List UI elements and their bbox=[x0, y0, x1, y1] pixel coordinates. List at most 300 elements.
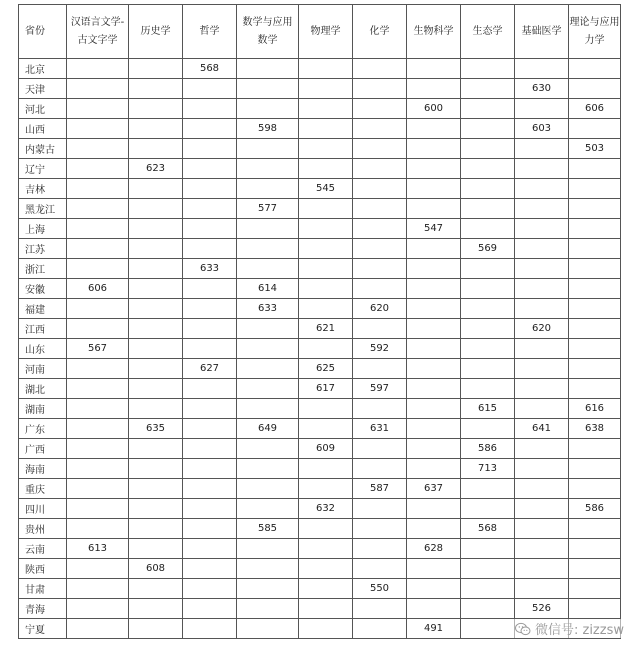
score-cell bbox=[183, 599, 237, 619]
score-cell bbox=[569, 239, 621, 259]
score-cell bbox=[129, 179, 183, 199]
score-cell bbox=[129, 479, 183, 499]
province-cell: 山东 bbox=[19, 339, 67, 359]
score-cell bbox=[569, 519, 621, 539]
score-cell bbox=[299, 59, 353, 79]
score-cell bbox=[461, 79, 515, 99]
score-table-container bbox=[18, 4, 620, 639]
score-cell bbox=[237, 219, 299, 239]
score-cell bbox=[515, 299, 569, 319]
score-cell: 609 bbox=[299, 439, 353, 459]
score-cell bbox=[461, 159, 515, 179]
table-row bbox=[19, 139, 621, 159]
province-cell: 上海 bbox=[19, 219, 67, 239]
score-cell: 491 bbox=[407, 619, 461, 639]
score-cell bbox=[183, 579, 237, 599]
score-cell bbox=[67, 299, 129, 319]
score-cell bbox=[353, 399, 407, 419]
score-cell bbox=[407, 159, 461, 179]
score-cell bbox=[67, 199, 129, 219]
table-row bbox=[19, 99, 621, 119]
score-cell bbox=[183, 539, 237, 559]
score-cell bbox=[461, 579, 515, 599]
score-cell: 569 bbox=[461, 239, 515, 259]
score-cell bbox=[237, 259, 299, 279]
score-cell: 587 bbox=[353, 479, 407, 499]
score-cell bbox=[569, 599, 621, 619]
score-cell bbox=[67, 619, 129, 639]
score-cell bbox=[407, 179, 461, 199]
score-cell bbox=[353, 179, 407, 199]
score-cell bbox=[407, 279, 461, 299]
score-cell bbox=[183, 499, 237, 519]
score-cell bbox=[569, 539, 621, 559]
score-cell bbox=[461, 479, 515, 499]
score-cell bbox=[353, 159, 407, 179]
province-cell: 湖北 bbox=[19, 379, 67, 399]
score-cell bbox=[353, 139, 407, 159]
province-cell: 福建 bbox=[19, 299, 67, 319]
score-cell bbox=[299, 339, 353, 359]
table-row bbox=[19, 359, 621, 379]
score-cell bbox=[299, 299, 353, 319]
table-row bbox=[19, 179, 621, 199]
score-cell bbox=[67, 239, 129, 259]
province-cell: 河北 bbox=[19, 99, 67, 119]
province-cell: 广东 bbox=[19, 419, 67, 439]
score-cell bbox=[183, 139, 237, 159]
score-cell bbox=[129, 539, 183, 559]
score-cell bbox=[515, 459, 569, 479]
score-cell bbox=[67, 399, 129, 419]
score-cell bbox=[67, 259, 129, 279]
score-cell bbox=[407, 139, 461, 159]
score-cell bbox=[353, 79, 407, 99]
score-cell bbox=[237, 539, 299, 559]
score-cell bbox=[461, 139, 515, 159]
table-row bbox=[19, 159, 621, 179]
score-cell: 623 bbox=[129, 159, 183, 179]
score-cell bbox=[129, 219, 183, 239]
score-cell bbox=[407, 339, 461, 359]
score-cell bbox=[515, 499, 569, 519]
score-cell bbox=[237, 239, 299, 259]
score-cell: 620 bbox=[515, 319, 569, 339]
score-cell bbox=[129, 59, 183, 79]
score-cell bbox=[515, 339, 569, 359]
score-cell bbox=[407, 359, 461, 379]
table-row bbox=[19, 279, 621, 299]
header-subject bbox=[353, 5, 407, 59]
score-cell bbox=[183, 79, 237, 99]
score-cell bbox=[407, 239, 461, 259]
province-cell: 贵州 bbox=[19, 519, 67, 539]
score-cell bbox=[67, 519, 129, 539]
table-row bbox=[19, 399, 621, 419]
table-row bbox=[19, 219, 621, 239]
header-subject-line2: 力学 bbox=[584, 34, 605, 46]
score-cell bbox=[569, 159, 621, 179]
score-cell bbox=[237, 139, 299, 159]
score-cell bbox=[407, 299, 461, 319]
score-cell: 586 bbox=[461, 439, 515, 459]
score-cell bbox=[237, 599, 299, 619]
province-cell: 湖南 bbox=[19, 399, 67, 419]
score-cell bbox=[129, 399, 183, 419]
score-cell bbox=[569, 439, 621, 459]
score-cell bbox=[515, 139, 569, 159]
score-cell: 637 bbox=[407, 479, 461, 499]
score-cell bbox=[183, 159, 237, 179]
score-cell bbox=[461, 59, 515, 79]
score-cell bbox=[129, 339, 183, 359]
score-cell bbox=[67, 439, 129, 459]
score-cell bbox=[461, 539, 515, 559]
score-cell bbox=[183, 279, 237, 299]
score-cell bbox=[515, 559, 569, 579]
score-cell bbox=[353, 99, 407, 119]
table-row bbox=[19, 519, 621, 539]
score-cell bbox=[67, 99, 129, 119]
score-cell bbox=[237, 499, 299, 519]
score-cell bbox=[353, 499, 407, 519]
score-cell bbox=[353, 619, 407, 639]
score-cell bbox=[67, 359, 129, 379]
province-cell: 广西 bbox=[19, 439, 67, 459]
score-cell bbox=[299, 459, 353, 479]
header-subject-line1: 数学与应用 bbox=[242, 16, 293, 28]
header-subject-line1: 历史学 bbox=[140, 25, 171, 37]
score-cell bbox=[569, 79, 621, 99]
score-cell bbox=[353, 199, 407, 219]
score-cell: 606 bbox=[67, 279, 129, 299]
table-row bbox=[19, 499, 621, 519]
score-cell bbox=[569, 339, 621, 359]
score-cell: 620 bbox=[353, 299, 407, 319]
score-cell bbox=[569, 279, 621, 299]
score-cell bbox=[237, 79, 299, 99]
header-subject-line2: 数学 bbox=[257, 34, 278, 46]
province-cell: 河南 bbox=[19, 359, 67, 379]
score-cell bbox=[515, 379, 569, 399]
score-cell bbox=[129, 619, 183, 639]
score-cell bbox=[569, 259, 621, 279]
score-cell: 632 bbox=[299, 499, 353, 519]
score-cell bbox=[569, 199, 621, 219]
header-subject-line1: 生态学 bbox=[472, 25, 503, 37]
header-subject bbox=[299, 5, 353, 59]
score-cell bbox=[129, 459, 183, 479]
score-cell bbox=[569, 59, 621, 79]
score-cell bbox=[299, 219, 353, 239]
score-cell bbox=[407, 499, 461, 519]
score-cell bbox=[461, 299, 515, 319]
score-cell bbox=[461, 319, 515, 339]
header-subject bbox=[237, 5, 299, 59]
score-cell bbox=[237, 399, 299, 419]
score-cell bbox=[461, 339, 515, 359]
score-cell bbox=[407, 79, 461, 99]
score-cell bbox=[299, 479, 353, 499]
score-cell bbox=[515, 159, 569, 179]
score-cell bbox=[515, 219, 569, 239]
score-cell bbox=[183, 239, 237, 259]
score-cell bbox=[461, 99, 515, 119]
score-cell bbox=[299, 279, 353, 299]
header-subject bbox=[183, 5, 237, 59]
province-cell: 甘肃 bbox=[19, 579, 67, 599]
score-cell: 585 bbox=[237, 519, 299, 539]
score-cell bbox=[461, 559, 515, 579]
score-cell: 592 bbox=[353, 339, 407, 359]
table-row bbox=[19, 319, 621, 339]
score-cell bbox=[353, 519, 407, 539]
score-cell bbox=[569, 559, 621, 579]
score-cell bbox=[299, 559, 353, 579]
score-cell bbox=[299, 399, 353, 419]
score-cell bbox=[129, 99, 183, 119]
score-cell bbox=[237, 459, 299, 479]
score-cell bbox=[461, 179, 515, 199]
province-cell: 海南 bbox=[19, 459, 67, 479]
score-cell: 586 bbox=[569, 499, 621, 519]
score-cell bbox=[299, 419, 353, 439]
header-subject-line1: 汉语言文学- bbox=[70, 16, 125, 28]
score-cell: 628 bbox=[407, 539, 461, 559]
province-cell: 陕西 bbox=[19, 559, 67, 579]
score-cell bbox=[67, 599, 129, 619]
table-row bbox=[19, 419, 621, 439]
score-cell bbox=[353, 279, 407, 299]
score-cell bbox=[183, 299, 237, 319]
table-row bbox=[19, 299, 621, 319]
score-cell bbox=[353, 559, 407, 579]
score-cell bbox=[353, 459, 407, 479]
score-cell bbox=[407, 199, 461, 219]
score-cell bbox=[183, 319, 237, 339]
score-cell bbox=[67, 179, 129, 199]
score-cell bbox=[515, 399, 569, 419]
score-cell bbox=[353, 539, 407, 559]
score-cell bbox=[299, 199, 353, 219]
score-cell bbox=[569, 299, 621, 319]
table-row bbox=[19, 199, 621, 219]
table-row bbox=[19, 579, 621, 599]
table-row bbox=[19, 479, 621, 499]
score-cell bbox=[183, 439, 237, 459]
score-cell bbox=[515, 99, 569, 119]
province-cell: 内蒙古 bbox=[19, 139, 67, 159]
score-cell bbox=[461, 379, 515, 399]
score-cell bbox=[407, 59, 461, 79]
score-cell bbox=[237, 159, 299, 179]
score-cell bbox=[67, 119, 129, 139]
province-cell: 天津 bbox=[19, 79, 67, 99]
score-cell bbox=[569, 219, 621, 239]
score-cell bbox=[67, 219, 129, 239]
score-cell bbox=[67, 79, 129, 99]
wechat-icon bbox=[515, 622, 531, 636]
score-cell bbox=[67, 559, 129, 579]
score-cell bbox=[183, 99, 237, 119]
province-cell: 浙江 bbox=[19, 259, 67, 279]
score-cell: 630 bbox=[515, 79, 569, 99]
score-cell bbox=[299, 259, 353, 279]
score-cell bbox=[353, 259, 407, 279]
score-cell bbox=[515, 519, 569, 539]
score-cell bbox=[237, 99, 299, 119]
score-cell: 713 bbox=[461, 459, 515, 479]
score-cell bbox=[67, 139, 129, 159]
score-cell bbox=[461, 619, 515, 639]
score-cell bbox=[129, 139, 183, 159]
header-subject-line1: 生物科学 bbox=[413, 25, 454, 37]
header-subject-line1: 物理学 bbox=[310, 25, 341, 37]
score-cell bbox=[237, 359, 299, 379]
score-cell bbox=[183, 399, 237, 419]
score-cell bbox=[129, 239, 183, 259]
score-cell: 633 bbox=[237, 299, 299, 319]
score-cell bbox=[461, 119, 515, 139]
score-cell bbox=[183, 619, 237, 639]
score-cell bbox=[129, 499, 183, 519]
score-cell bbox=[183, 459, 237, 479]
table-row bbox=[19, 379, 621, 399]
score-cell bbox=[183, 519, 237, 539]
score-cell bbox=[353, 599, 407, 619]
score-cell bbox=[299, 239, 353, 259]
province-cell: 四川 bbox=[19, 499, 67, 519]
score-cell bbox=[129, 579, 183, 599]
score-cell bbox=[299, 79, 353, 99]
score-cell bbox=[129, 519, 183, 539]
province-cell: 吉林 bbox=[19, 179, 67, 199]
score-cell bbox=[353, 59, 407, 79]
score-cell bbox=[183, 419, 237, 439]
score-cell bbox=[569, 459, 621, 479]
header-subject bbox=[67, 5, 129, 59]
header-subject bbox=[515, 5, 569, 59]
table-row bbox=[19, 439, 621, 459]
score-cell bbox=[129, 79, 183, 99]
score-cell bbox=[299, 159, 353, 179]
score-cell: 615 bbox=[461, 399, 515, 419]
score-cell: 633 bbox=[183, 259, 237, 279]
table-row bbox=[19, 119, 621, 139]
score-cell bbox=[129, 279, 183, 299]
header-subject-line1: 化学 bbox=[369, 25, 390, 37]
province-cell: 江西 bbox=[19, 319, 67, 339]
score-cell bbox=[183, 179, 237, 199]
score-cell bbox=[67, 459, 129, 479]
score-cell bbox=[67, 159, 129, 179]
score-cell bbox=[569, 579, 621, 599]
score-cell bbox=[353, 359, 407, 379]
score-cell: 568 bbox=[461, 519, 515, 539]
table-body bbox=[19, 59, 621, 639]
score-cell bbox=[353, 219, 407, 239]
score-cell bbox=[67, 59, 129, 79]
table-row bbox=[19, 539, 621, 559]
header-subject-line1: 基础医学 bbox=[521, 25, 562, 37]
table-row bbox=[19, 239, 621, 259]
score-cell bbox=[237, 379, 299, 399]
score-cell: 613 bbox=[67, 539, 129, 559]
score-cell bbox=[515, 239, 569, 259]
score-cell bbox=[67, 499, 129, 519]
score-cell: 631 bbox=[353, 419, 407, 439]
province-cell: 北京 bbox=[19, 59, 67, 79]
score-cell bbox=[407, 439, 461, 459]
score-cell bbox=[407, 119, 461, 139]
score-cell bbox=[461, 259, 515, 279]
score-cell bbox=[569, 359, 621, 379]
score-cell bbox=[461, 499, 515, 519]
score-cell: 577 bbox=[237, 199, 299, 219]
province-cell: 宁夏 bbox=[19, 619, 67, 639]
score-cell bbox=[183, 479, 237, 499]
table-row bbox=[19, 559, 621, 579]
table-row bbox=[19, 59, 621, 79]
table-row bbox=[19, 599, 621, 619]
score-cell bbox=[129, 299, 183, 319]
score-cell bbox=[183, 339, 237, 359]
score-cell bbox=[129, 439, 183, 459]
score-cell bbox=[67, 379, 129, 399]
header-subject-line2: 古文字学 bbox=[77, 34, 118, 46]
province-cell: 云南 bbox=[19, 539, 67, 559]
score-cell bbox=[237, 479, 299, 499]
watermark-text: 微信号: zizzsw bbox=[534, 623, 624, 638]
score-cell bbox=[515, 359, 569, 379]
score-cell bbox=[129, 259, 183, 279]
score-cell bbox=[407, 459, 461, 479]
score-cell bbox=[407, 399, 461, 419]
score-cell bbox=[237, 559, 299, 579]
score-cell: 621 bbox=[299, 319, 353, 339]
score-cell bbox=[237, 579, 299, 599]
score-cell bbox=[299, 99, 353, 119]
score-cell bbox=[569, 479, 621, 499]
score-cell: 550 bbox=[353, 579, 407, 599]
score-cell: 526 bbox=[515, 599, 569, 619]
score-cell bbox=[569, 379, 621, 399]
score-cell bbox=[461, 359, 515, 379]
score-cell bbox=[461, 279, 515, 299]
score-cell bbox=[183, 219, 237, 239]
score-cell bbox=[407, 259, 461, 279]
province-cell: 重庆 bbox=[19, 479, 67, 499]
score-cell bbox=[569, 319, 621, 339]
table-row bbox=[19, 459, 621, 479]
score-cell bbox=[129, 379, 183, 399]
score-cell bbox=[407, 579, 461, 599]
header-subject bbox=[569, 5, 621, 59]
score-cell: 600 bbox=[407, 99, 461, 119]
score-cell: 545 bbox=[299, 179, 353, 199]
score-cell bbox=[461, 419, 515, 439]
score-cell bbox=[67, 579, 129, 599]
score-cell bbox=[299, 139, 353, 159]
score-cell bbox=[515, 579, 569, 599]
score-cell bbox=[299, 119, 353, 139]
score-cell bbox=[183, 119, 237, 139]
score-cell bbox=[461, 599, 515, 619]
score-cell: 503 bbox=[569, 139, 621, 159]
score-cell bbox=[299, 579, 353, 599]
score-cell: 598 bbox=[237, 119, 299, 139]
table-row bbox=[19, 259, 621, 279]
